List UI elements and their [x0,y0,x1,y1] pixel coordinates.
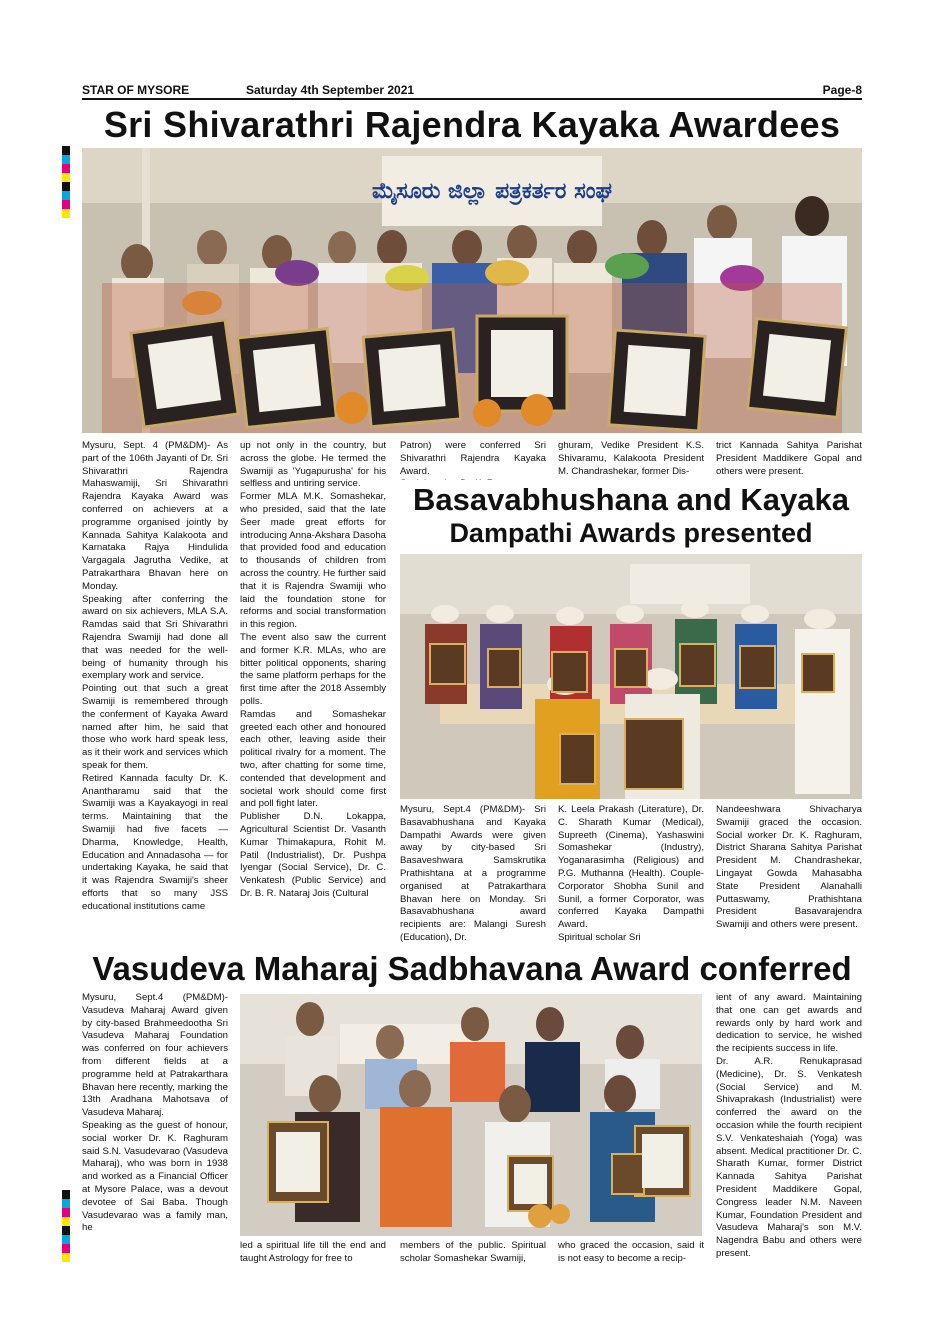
story2-text-3: Nandeeshwara Shivacharya Swamiji graced the occasion. Social worker Dr. K. Raghuram, District Sharana Sahitya Parishat President M. Chandrashekar, Lingayat Gowda Mahasabha State President Alanahalli Puttaswamy, Prathishtana President Basavarajendra Swamiji and others were present. [716,804,862,931]
story2-photo [400,554,862,799]
story2-headline-line2: Dampathi Awards presented [449,518,813,548]
story3-photo [240,994,702,1236]
issue-date: Saturday 4th September 2021 [246,83,415,97]
story2-headline-line1: Basavabhushana and Kayaka [413,482,849,517]
story3-column-2 [240,1240,386,1270]
story2-column-3 [716,804,862,944]
story1-column-5 [716,440,862,480]
story3-text-5: ient of any award. Maintaining that one can get awards and rewards only by hard work and dedication to service, he wished the recipients success in life. Dr. A.R. Renukaprasad (Medicine), Dr. S. Venkatesh (Social Service) and M. Shivaprakash (Industrialist) were conferred the award on the occasion while the fourth recipient S.V. Venkateshaiah (Yoga) was absent. Medical practitioner Dr. C. Sharath Kumar, former District Kannada Sahitya Parishat President Maddikere Gopal, Congress leader N.M. Naveen Kumar, Foundation President and Vasudeva Maharaj's son M.V. Nagendra Babu and others were present. [716,992,862,1259]
registration-marks-bottom [62,1190,70,1262]
story1-photo [82,148,862,433]
publication-name: STAR OF MYSORE [82,83,190,97]
registration-marks-top [62,146,70,218]
story1-column-4 [558,440,704,480]
story2-column-1 [400,804,546,944]
page-header [82,80,862,100]
story3-text-3: members of the public. Spiritual scholar Somashekar Swamiji, [400,1240,546,1264]
story1-column-3 [400,440,546,480]
story3-column-5 [716,992,862,1268]
story1-text-2: up not only in the country, but across the globe. He termed the Swamiji as 'Yugapurusha' for his selfless and untiring service. Former MLA M.K. Somashekar, who presided, said that the late Seer made great efforts for introducing Anna-Akshara Dasoha that provided food and education to thousands of children from across the country. He further said that it is Rajendra Swamiji who laid the foundation stone for reforms and social transformation in this region. The event also saw the current and former K.R. MLAs, who are bitter political opponents, sharing the same platform perhaps for the first time after the 2018 Assembly polls. Ramdas and Somashekar greeted each other and honoured each other, leaving aside their political rivalry for a moment. The two, after chatting for some time, contended that development and societal work should come first and poll fight later. Publisher D.N. Lokappa, Agricultural Scientist Dr. Vasanth Kumar Thimakapura, Rohit M. Patil (Industrialist), Dr. Pushpa Iyengar (Social Service), Dr. C. Venkatesh (Public Service) and Dr. B. R. Nataraj Jois (Cultural [240,440,386,899]
story1-headline: Sri Shivarathri Rajendra Kayaka Awardees [103,104,841,145]
story2-column-2 [558,804,704,944]
story3-text-2: led a spiritual life till the end and taught Astrology for free to [240,1240,386,1264]
story1-text-4: ghuram, Vedike President K.S. Shivaramu, Kalakoota President M. Chandrashekar, former Dis- [558,440,704,477]
story3-text-4: who graced the occasion, said it is not easy to become a recip- [558,1240,704,1264]
story1-column-1 [82,440,228,944]
story2-text-1: Mysuru, Sept.4 (PM&DM)- Sri Basavabhushana and Kayaka Dampathi Awards were given away by city-based Sri Basaveshwara Samskrutika Prathishtana at a programme organised at Patrakarthara Bhavan here on Monday. Sri Basavabhushana award recipients are: Malangi Suresh (Education), Dr. [400,804,546,943]
story1-text-1: Mysuru, Sept. 4 (PM&DM)- As part of the 106th Jayanti of Dr. Sri Shivarathri Rajendra Mahaswamiji, Sri Shivarathri Rajendra Kayaka Award was conferred on achievers at a programme organised jointly by Kannada Sahitya Kalakoota and Karnataka Rajya Hindulida Vargagala Jagrutha Vedike, at Patrakarthara Bhavan here on Monday. Speaking after conferring the award on six achievers, MLA S.A. Ramdas said that Sri Shivarathri Rajendra Swamiji had done all that was needed for the well-being of humanity through his exemplary work and service. Pointing out that such a great Swamiji is remembered through the conferment of Kayaka Award named after him, he said that those who work hard speak less, as it their work and services which speak for them. Retired Kannada faculty Dr. K. Anantharamu said that the Swamiji was a Kayakayogi in real terms. Maintaining that the Swamiji had five facets — Dharma, Knowledge, Health, Education and Annadasoha — for undertaking Kayaka, he said that it was Rajendra Swamiji's sheer efforts that so many JSS educational institutions came [82,440,228,912]
story2-text-2: K. Leela Prakash (Literature), Dr. C. Sharath Kumar (Medical), Supreeth (Cinema), Yashaswini Somashekar (Industry), Yoganarasimha (Religious) and P.G. Muthanna (Health). Couple-Corporator Shobha Sunil and Sunil, a former Corporator, was conferred Kayaka Dampathi Award. Spiritual scholar Sri [558,804,704,943]
story3-column-4 [558,1240,704,1270]
page-number: Page-8 [822,83,862,97]
story1-text-3: Patron) were conferred Sri Shivarathri Rajendra Kayaka Award. [400,440,546,477]
story1-text-5: trict Kannada Sahitya Parishat President Maddikere Gopal and others were present. [716,440,862,477]
story3-column-1 [82,992,228,1268]
story3-text-1: Mysuru, Sept.4 (PM&DM)- Vasudeva Maharaj Award given by city-based Brahmeedootha Sri Vasudeva Maharaj Foundation was conferred on four achievers from different fields at a programme held at Patrakarthara Bhavan here recently, marking the 13th Aradhana Mahotsava of Vasudeva Maharaj. Speaking as the guest of honour, social worker Dr. K. Raghuram said S.N. Vasudevarao (Vasudeva Maharaj), who was born in 1938 and worked as a Financial Officer at Mysore Palace, was a devout devotee of Sai Baba. Though Vasudevarao was a family man, he [82,992,228,1234]
story3-column-3 [400,1240,546,1270]
story3-headline: Vasudeva Maharaj Sadbhavana Award conferred [92,950,852,987]
story1-column-2 [240,440,386,944]
banner-text: ಮೈಸೂರು ಜಿಲ್ಲಾ ಪತ್ರಕರ್ತರ ಸಂಘ [371,179,613,204]
